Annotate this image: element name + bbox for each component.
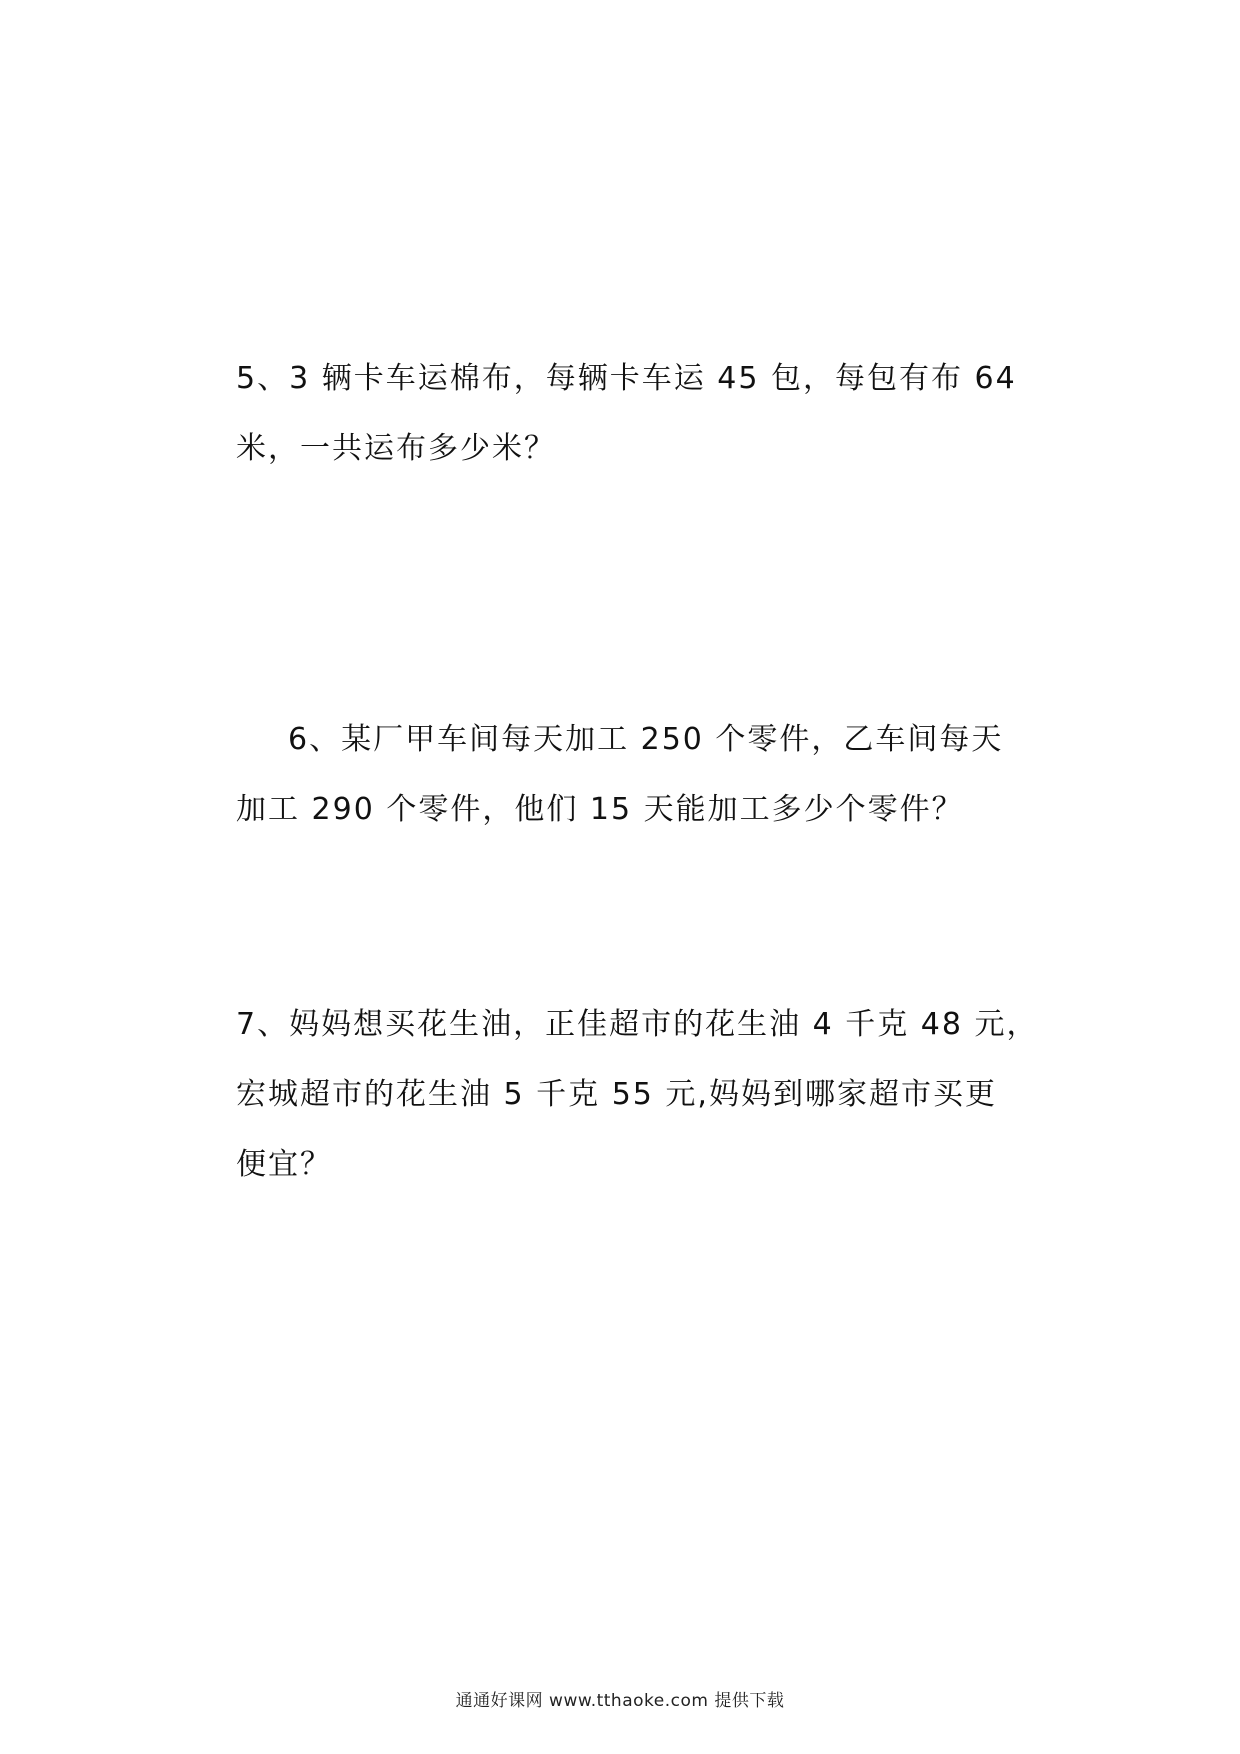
- problem-7-line-3: 便宜？: [236, 1147, 332, 1182]
- problem-6-line-1: 6、某厂甲车间每天加工 250 个零件，乙车间每天: [288, 722, 1004, 757]
- page-footer: 通通好课网 www.tthaoke.com 提供下载: [455, 1691, 785, 1711]
- problem-7-line-2: 宏城超市的花生油 5 千克 55 元,妈妈到哪家超市买更: [236, 1077, 997, 1112]
- problem-7-line-1: 7、妈妈想买花生油，正佳超市的花生油 4 千克 48 元，: [236, 1007, 1039, 1042]
- problem-6-line-2: 加工 290 个零件，他们 15 天能加工多少个零件？: [236, 792, 964, 827]
- problem-5: [236, 344, 1026, 484]
- problem-7: [236, 990, 1039, 1200]
- problem-6: [236, 705, 1026, 845]
- problem-5-line-2: 米，一共运布多少米？: [236, 431, 556, 466]
- problem-5-line-1: 5、3 辆卡车运棉布，每辆卡车运 45 包，每包有布 64: [236, 361, 1017, 396]
